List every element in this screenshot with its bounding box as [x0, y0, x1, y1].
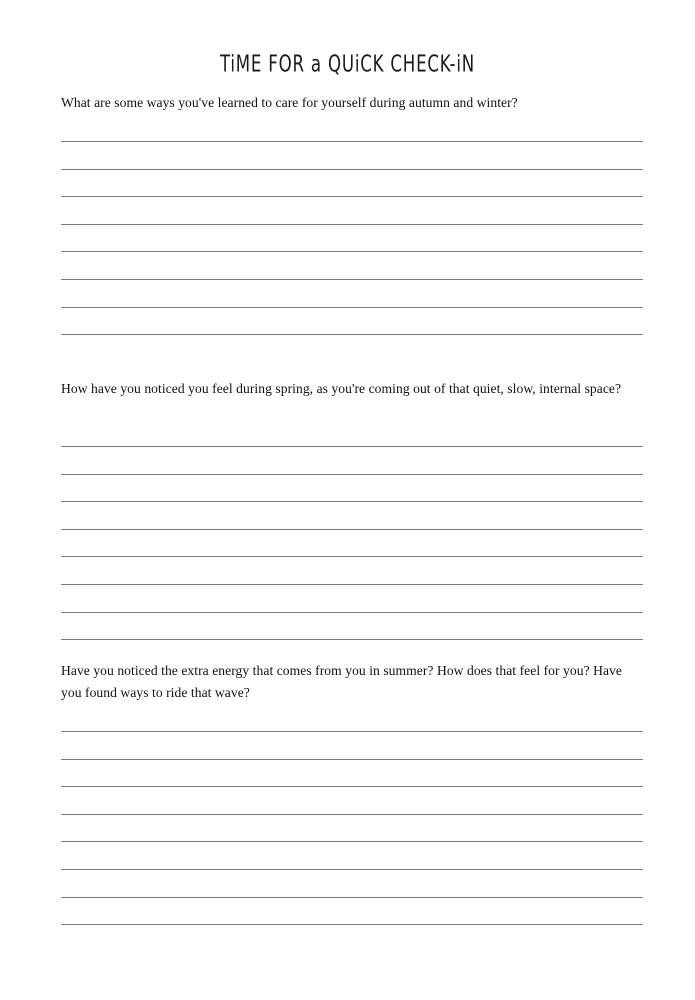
writing-line[interactable] [61, 584, 643, 585]
writing-line[interactable] [61, 251, 643, 252]
writing-line[interactable] [61, 501, 643, 502]
page-title: TiME FOR a QUiCK CHECK-iN [219, 50, 476, 77]
writing-line[interactable] [61, 639, 643, 640]
writing-line[interactable] [61, 279, 643, 280]
writing-line[interactable] [61, 196, 643, 197]
writing-line[interactable] [61, 841, 643, 842]
writing-line[interactable] [61, 141, 643, 142]
writing-line[interactable] [61, 612, 643, 613]
writing-line[interactable] [61, 334, 643, 335]
answer-lines[interactable] [61, 731, 643, 952]
writing-line[interactable] [61, 224, 643, 225]
writing-line[interactable] [61, 307, 643, 308]
writing-line[interactable] [61, 731, 643, 732]
writing-line[interactable] [61, 529, 643, 530]
answer-lines[interactable] [61, 446, 643, 667]
answer-lines[interactable] [61, 141, 643, 362]
question-text: Have you noticed the extra energy that comes from you in summer? How does that feel for you? Have you found ways to ride that wave? [61, 663, 623, 700]
writing-line[interactable] [61, 897, 643, 898]
writing-line[interactable] [61, 556, 643, 557]
writing-line[interactable] [61, 924, 643, 925]
writing-line[interactable] [61, 446, 643, 447]
writing-line[interactable] [61, 169, 643, 170]
writing-line[interactable] [61, 869, 643, 870]
writing-line[interactable] [61, 786, 643, 787]
writing-line[interactable] [61, 759, 643, 760]
question-text: What are some ways you've learned to care for yourself during autumn and winter? [61, 95, 518, 110]
question-text: How have you noticed you feel during spring, as you're coming out of that quiet, slow, internal space? [61, 381, 622, 396]
writing-line[interactable] [61, 814, 643, 815]
writing-line[interactable] [61, 474, 643, 475]
